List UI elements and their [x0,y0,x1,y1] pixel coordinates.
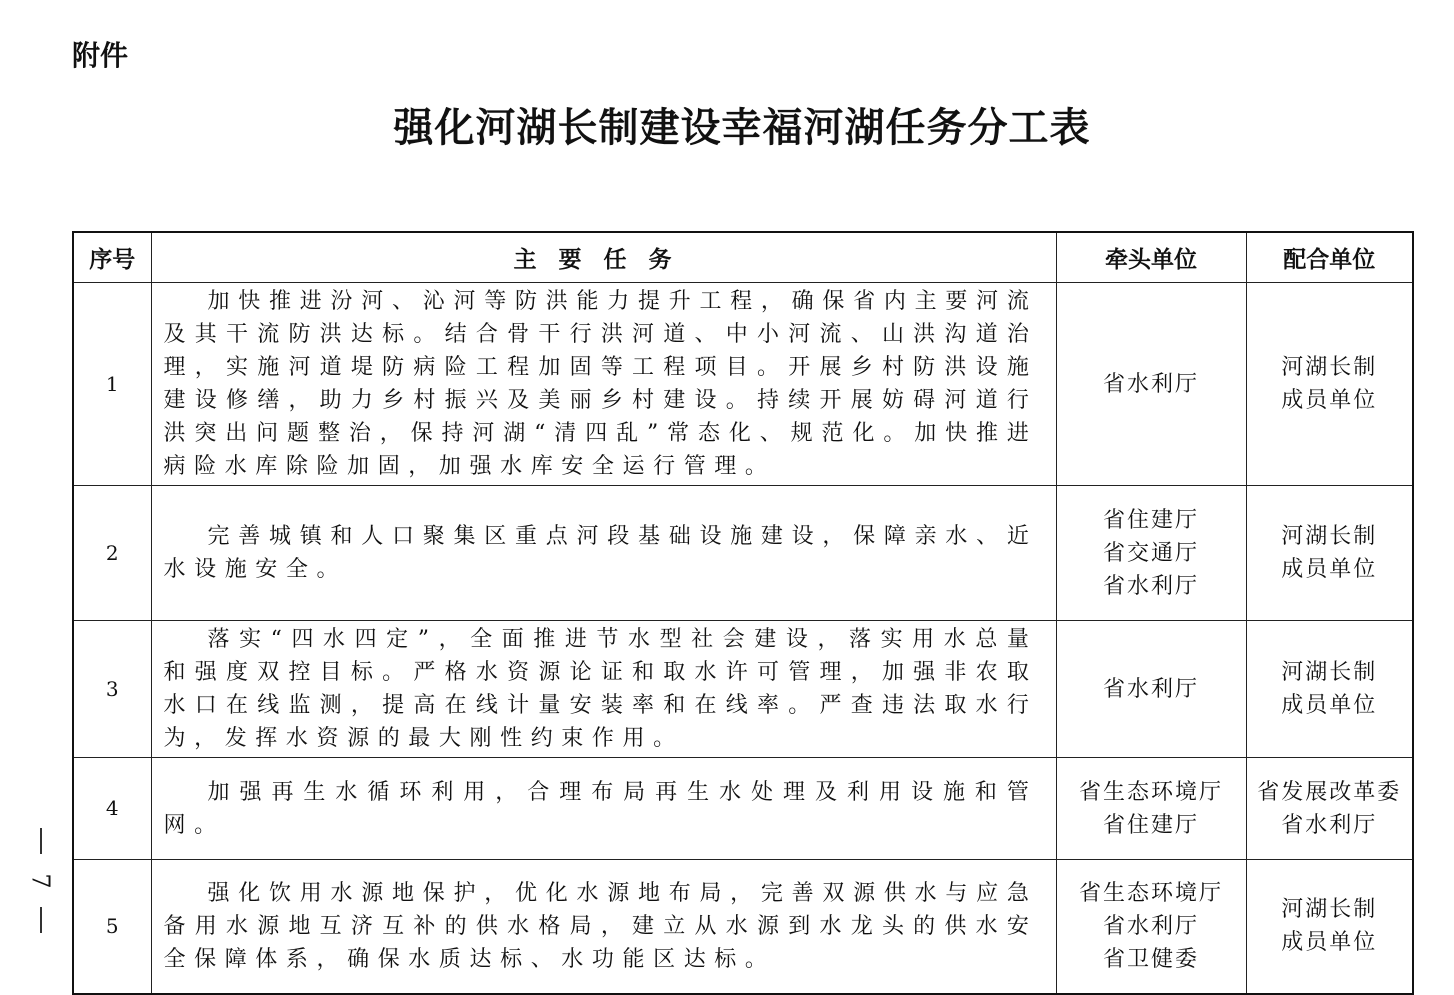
table-header-row [73,232,1413,283]
lead-unit-line: 省住建厅 [1102,812,1199,838]
row-number: 1 [73,283,151,486]
coop-unit-line: 成员单位 [1281,388,1378,413]
coop-unit-line: 成员单位 [1281,557,1378,582]
table-row [73,621,1413,758]
coop-unit-line: 省发展改革委 [1257,779,1402,805]
coop-unit-line: 河湖长制 [1281,660,1378,685]
cooperating-unit [1246,758,1413,860]
cooperating-unit [1246,283,1413,486]
task-text: 完善城镇和人口聚集区重点河段基础设施建设，保障亲水、近水设施安全。 [163,524,1038,582]
coop-unit-line: 省水利厅 [1281,812,1378,838]
lead-unit [1056,758,1246,860]
coop-unit-line: 河湖长制 [1281,897,1378,923]
lead-unit [1056,860,1246,994]
lead-unit-line: 省生态环境厅 [1078,779,1223,805]
lead-unit-line: 省水利厅 [1102,371,1199,397]
row-number: 2 [73,486,151,621]
task-text: 落实“四水四定”，全面推进节水型社会建设，落实用水总量和强度双控目标。严格水资源论证和取水许可管理，加强非农取水口在线监测，提高在线计量安装率和在线率。严查违法取水行为，发挥水资源的最大刚性约束作用。 [163,627,1038,751]
table-row [73,486,1413,621]
document-title: 强化河湖长制建设幸福河湖任务分工表 [393,104,1091,151]
coop-unit-line: 河湖长制 [1281,355,1378,380]
task-description [151,486,1056,621]
table-row [73,283,1413,486]
table-row [73,758,1413,860]
row-number: 5 [73,860,151,994]
task-text: 加强再生水循环利用，合理布局再生水处理及利用设施和管网。 [163,779,1038,838]
task-description [151,860,1056,994]
table-row [73,860,1413,994]
lead-unit-line: 省卫健委 [1102,946,1199,972]
cooperating-unit [1246,860,1413,994]
lead-unit [1056,283,1246,486]
lead-unit [1056,486,1246,621]
task-text: 强化饮用水源地保护，优化水源地布局，完善双源供水与应急备用水源地互济互补的供水格局，建立从水源到水龙头的供水安全保障体系，确保水质达标、水功能区达标。 [163,880,1038,972]
coop-unit-line: 成员单位 [1281,930,1378,956]
row-number: 3 [73,621,151,758]
lead-unit-line: 省生态环境厅 [1078,880,1223,906]
page-dash [40,828,42,854]
lead-unit [1056,621,1246,758]
cooperating-unit [1246,486,1413,621]
lead-unit-line: 省水利厅 [1102,913,1199,939]
task-description [151,758,1056,860]
coop-unit-line: 成员单位 [1281,693,1378,718]
coop-unit-line: 河湖长制 [1281,524,1378,549]
task-text: 加快推进汾河、沁河等防洪能力提升工程，确保省内主要河流及其干流防洪达标。结合骨干行洪河道、中小河流、山洪沟道治理，实施河道堤防病险工程加固等工程项目。开展乡村防洪设施建设修缮，助力乡村振兴及美丽乡村建设。持续开展妨碍河道行洪突出问题整治，保持河湖“清四乱”常态化、规范化。加快推进病险水库除险加固，加强水库安全运行管理。 [163,289,1038,479]
lead-unit-line: 省水利厅 [1102,573,1199,599]
row-number: 4 [73,758,151,860]
task-description [151,283,1056,486]
task-table [72,231,1414,995]
header-no: 序号 [73,232,151,283]
page-dash [40,907,42,933]
page-number [26,828,56,933]
page-number-text: 7 [27,872,55,889]
header-task: 主要任务 [151,232,1056,283]
cooperating-unit [1246,621,1413,758]
attachment-label: 附件 [72,39,129,72]
header-coop: 配合单位 [1246,232,1413,283]
lead-unit-line: 省交通厅 [1102,540,1199,566]
lead-unit-line: 省住建厅 [1102,507,1199,533]
lead-unit-line: 省水利厅 [1102,676,1199,702]
header-lead: 牵头单位 [1056,232,1246,283]
task-description [151,621,1056,758]
